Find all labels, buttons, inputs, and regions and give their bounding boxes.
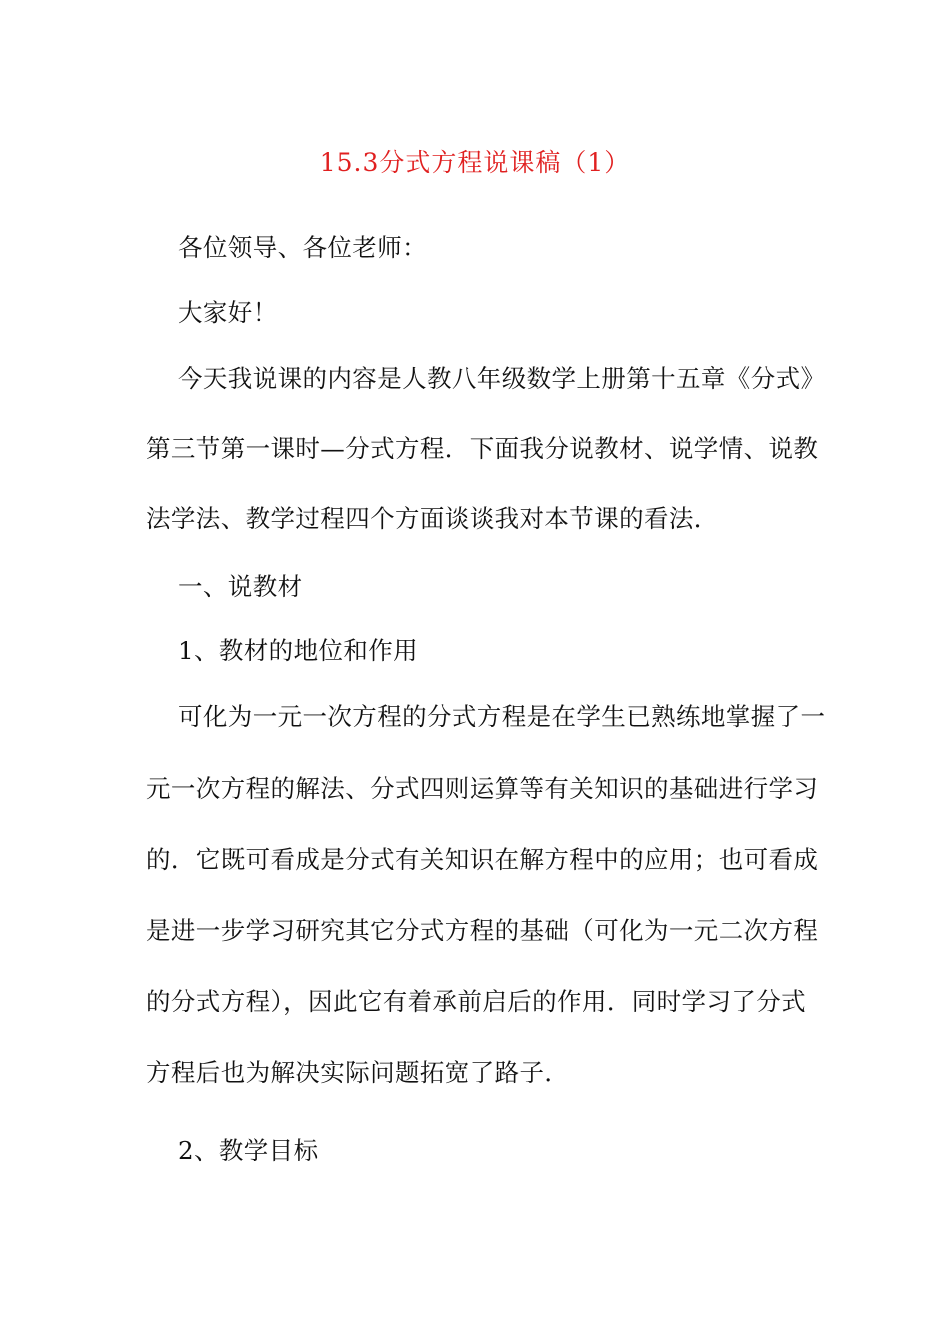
greeting: 大家好！ — [178, 298, 278, 327]
section-heading-1: 一、说教材 — [178, 572, 303, 601]
body-paragraph-line-6: 方程后也为解决实际问题拓宽了路子． — [146, 1058, 570, 1087]
intro-paragraph-line-1: 今天我说课的内容是人教八年级数学上册第十五章《分式》 — [178, 364, 826, 393]
body-paragraph-line-2: 元一次方程的解法、分式四则运算等有关知识的基础进行学习 — [146, 774, 819, 803]
intro-paragraph-line-3: 法学法、教学过程四个方面谈谈我对本节课的看法． — [146, 504, 719, 533]
body-paragraph-line-1: 可化为一元一次方程的分式方程是在学生已熟练地掌握了一 — [178, 702, 826, 731]
subsection-heading-1: 1、教材的地位和作用 — [178, 636, 419, 665]
intro-paragraph-line-2: 第三节第一课时—分式方程．下面我分说教材、说学情、说教 — [146, 434, 819, 463]
body-paragraph-line-3: 的．它既可看成是分式有关知识在解方程中的应用；也可看成 — [146, 845, 819, 874]
document-title: 15.3分式方程说课稿（1） — [319, 148, 631, 177]
body-paragraph-line-5: 的分式方程），因此它有着承前启后的作用．同时学习了分式 — [146, 987, 807, 1016]
body-paragraph-line-4: 是进一步学习研究其它分式方程的基础（可化为一元二次方程 — [146, 916, 819, 945]
salutation: 各位领导、各位老师： — [178, 233, 427, 262]
subsection-heading-2: 2、教学目标 — [178, 1136, 319, 1165]
